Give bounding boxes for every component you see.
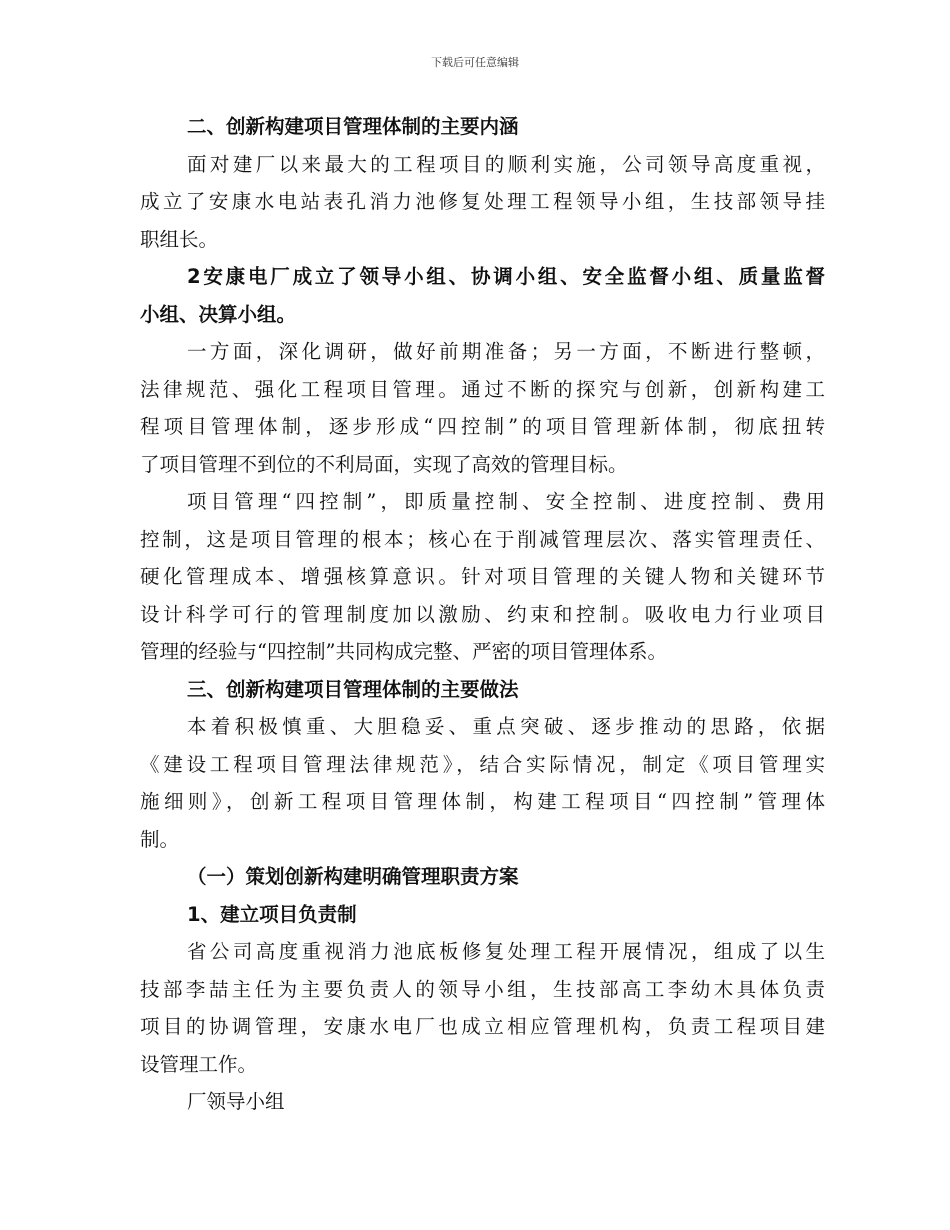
paragraph-line: 施细则》，创新工程项目管理体制，构建工程项目“四控制”管理体 [140,790,825,813]
paragraph-line: 项目管理“四控制”，即质量控制、安全控制、进度控制、费用 [187,490,825,513]
paragraph-line: 省公司高度重视消力池底板修复处理工程开展情况，组成了以生 [187,940,825,963]
paragraph-line: 设管理工作。 [140,1052,258,1076]
paragraph-line: 成立了安康水电站表孔消力池修复处理工程领导小组，生技部领导挂 [140,190,825,213]
paragraph-line: 制。 [140,827,180,851]
page-header: 下载后可任意编辑 [431,56,519,69]
paragraph-line: 本着积极慎重、大胆稳妥、重点突破、逐步推动的思路，依据 [187,715,825,738]
subsection-heading: （一）策划创新构建明确管理职责方案 [187,865,519,888]
subsection-heading: 1、建立项目负责制 [187,902,357,926]
paragraph-line: 面对建厂以来最大的工程项目的顺利实施，公司领导高度重视， [187,152,825,176]
paragraph-line: 程项目管理体制，逐步形成“四控制”的项目管理新体制，彻底扭转 [140,415,825,438]
bold-paragraph-line: 2安康电厂成立了领导小组、协调小组、安全监督小组、质量监督 [187,265,825,288]
paragraph-line: 项目的协调管理，安康水电厂也成立相应管理机构，负责工程项目建 [140,1015,825,1038]
section-heading-3: 三、创新构建项目管理体制的主要做法 [187,677,519,701]
paragraph-line: 了项目管理不到位的不利局面，实现了高效的管理目标。 [140,452,628,476]
document-body [140,108,825,1121]
bold-paragraph-line: 小组、决算小组。 [140,302,297,326]
paragraph-line: 一方面，深化调研，做好前期准备；另一方面，不断进行整顿， [187,340,825,363]
paragraph-line: 管理的经验与“四控制”共同构成完整、严密的项目管理体系。 [140,640,667,663]
section-heading-2: 二、创新构建项目管理体制的主要内涵 [187,115,519,138]
paragraph-line: 设计科学可行的管理制度加以激励、约束和控制。吸收电力行业项目 [140,602,825,626]
paragraph-line: 法律规范、强化工程项目管理。通过不断的探究与创新，创新构建工 [140,377,825,401]
paragraph-line: 厂领导小组 [187,1090,285,1113]
paragraph-line: 硬化管理成本、增强核算意识。针对项目管理的关键人物和关键环节 [140,565,825,588]
paragraph-line: 控制，这是项目管理的根本；核心在于削减管理层次、落实管理责任、 [140,527,825,551]
paragraph-line: 技部李喆主任为主要负责人的领导小组，生技部高工李幼木具体负责 [140,977,825,1001]
paragraph-line: 《建设工程项目管理法律规范》，结合实际情况，制定《项目管理实 [140,752,825,776]
paragraph-line: 职组长。 [140,227,219,251]
